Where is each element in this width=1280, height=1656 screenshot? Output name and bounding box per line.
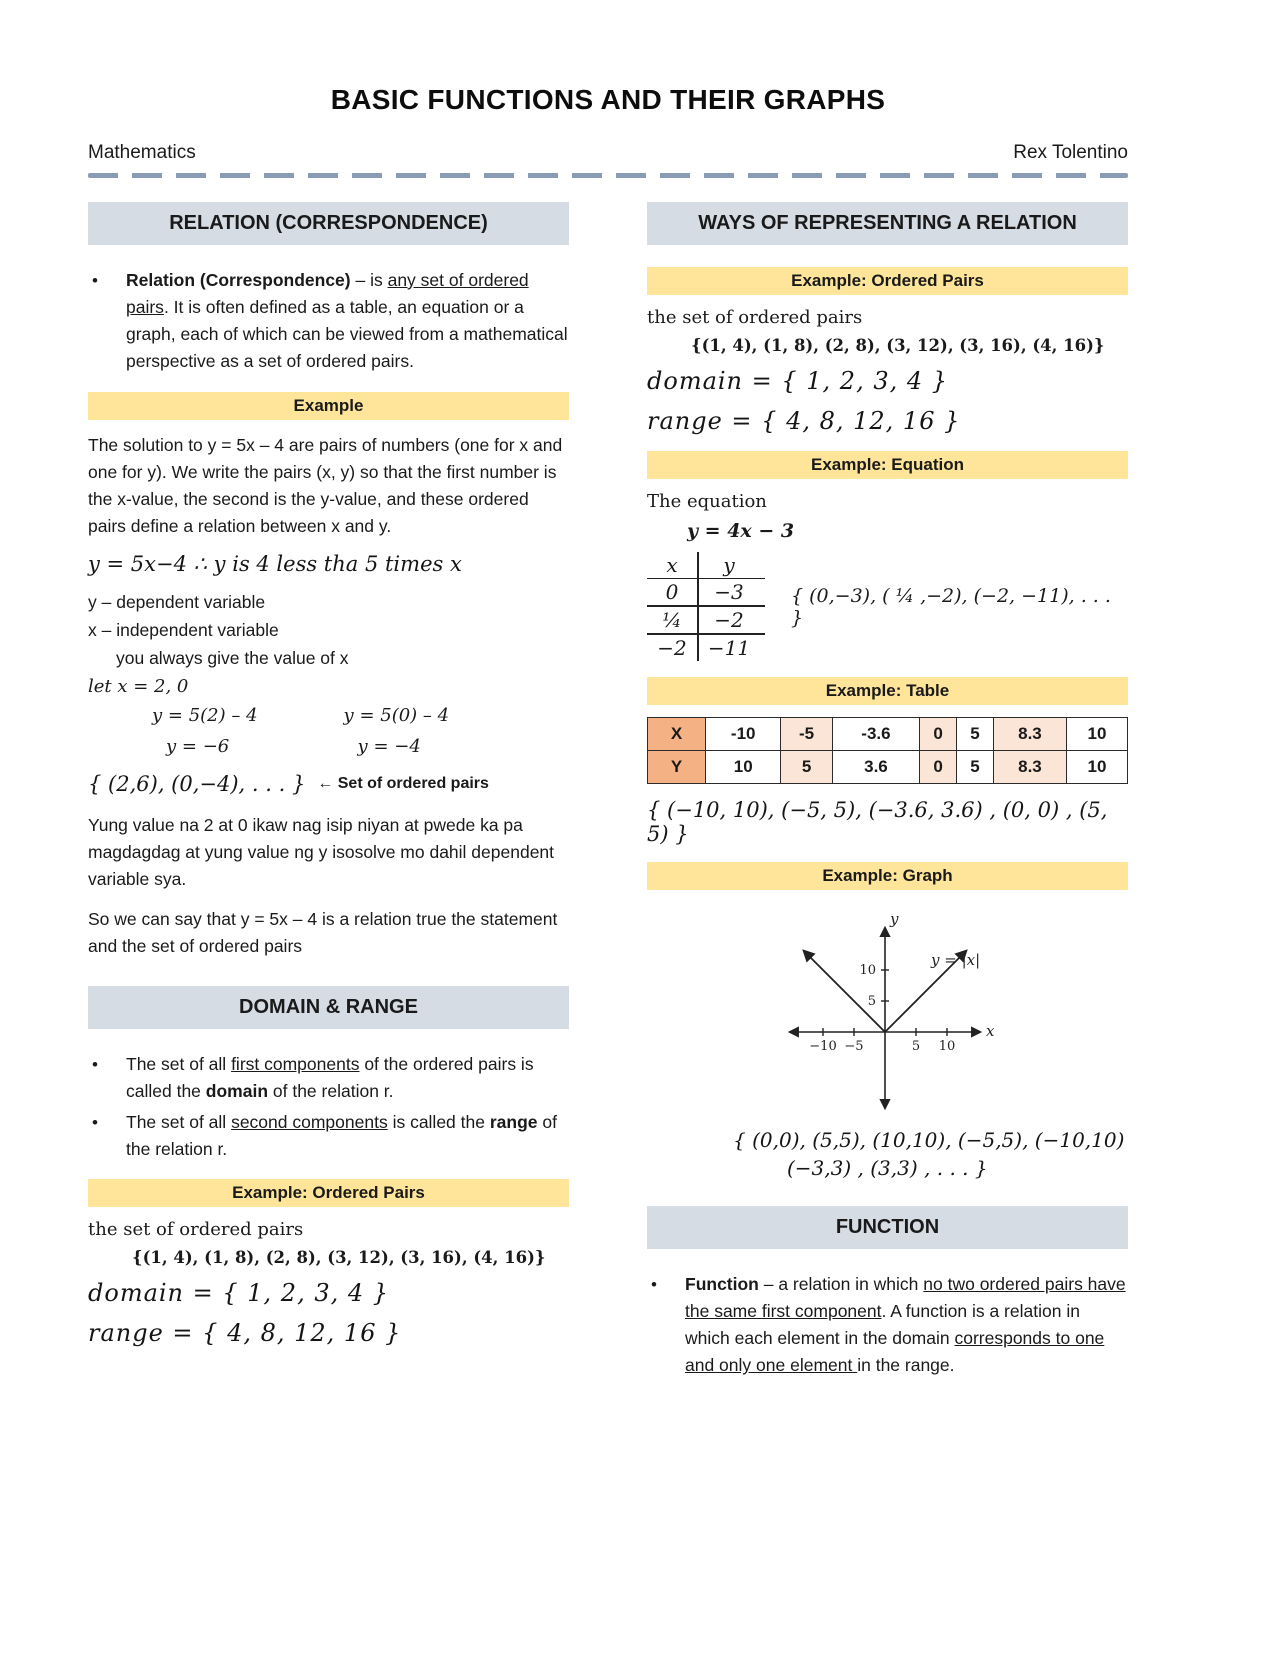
- calc-left-answer: y = −6: [166, 735, 230, 757]
- graph-container: [647, 902, 1128, 1120]
- calc-x-equals-0: [344, 701, 450, 762]
- handwritten-graph-set-line2: (−3,3) , (3,3) , . . . }: [787, 1156, 988, 1180]
- xy-header-row: [647, 552, 765, 578]
- table-cell: 5: [957, 718, 994, 751]
- table-cell: 10: [1066, 718, 1127, 751]
- xy-row3-y: −11: [707, 636, 751, 660]
- calc-right-answer: y = −4: [357, 735, 421, 757]
- table-cell: 5: [957, 751, 994, 784]
- absolute-value-graph: [728, 902, 1048, 1120]
- table-cell: 3.6: [832, 751, 919, 784]
- set-intro-left: the set of ordered pairs: [88, 1219, 304, 1241]
- handwritten-equation-set: { (0,−3), ( ¼ ,−2), (−2, −11), . . . }: [791, 584, 1111, 629]
- substitution-calculations: [88, 701, 569, 762]
- ordered-pairs-set-row: [88, 772, 569, 796]
- set-intro-right: the set of ordered pairs: [647, 307, 863, 328]
- function-term: Function: [685, 1274, 759, 1294]
- section-heading-relation: RELATION (CORRESPONDENCE): [88, 202, 569, 245]
- example-ordered-pairs-heading-right: Example: Ordered Pairs: [647, 267, 1128, 295]
- xy-row-1: [647, 578, 765, 607]
- right-column: [647, 202, 1128, 1396]
- handwritten-graph-set-line1: { (0,0), (5,5), (10,10), (−5,5), (−10,10): [733, 1128, 1125, 1152]
- document-meta: [88, 142, 1128, 173]
- domain-definition-bullet: [88, 1051, 569, 1105]
- section-heading-domain-range: DOMAIN & RANGE: [88, 986, 569, 1029]
- relation-underlined: any set of ordered pairs: [126, 270, 529, 318]
- xy-row2-y: −2: [714, 608, 744, 632]
- example-heading: Example: [88, 392, 569, 420]
- handwritten-domain-left: domain = { 1, 2, 3, 4 }: [88, 1279, 390, 1308]
- y-axis-label: y: [889, 910, 898, 928]
- example-paragraph: The solution to y = 5x – 4 are pairs of numbers (one for x and one for y). We write the pairs (x, y) so that the first number is the x-value, the second is the y-value, and these ordered pairs define a relation between x and y.: [88, 434, 563, 536]
- xy-row1-x: 0: [647, 579, 699, 605]
- handwritten-ordered-pairs-set: { (2,6), (0,−4), . . . }: [88, 772, 306, 797]
- xy-header-x: x: [647, 552, 699, 578]
- x-tick-label: −10: [808, 1039, 837, 1054]
- equation-text: y = 4x − 3: [687, 520, 795, 542]
- calc-x-equals-2: [152, 701, 258, 762]
- xy-row-3: [647, 635, 765, 661]
- y-tick-label: 5: [867, 994, 876, 1009]
- domain-text-2: of the ordered pairs is called the: [126, 1053, 534, 1101]
- example-ordered-pairs-heading-left: Example: Ordered Pairs: [88, 1179, 569, 1207]
- xy-row-2: [647, 607, 765, 635]
- author-label: Rex Tolentino: [1013, 142, 1128, 163]
- calc-right-top: y = 5(0) – 4: [343, 705, 450, 726]
- table-x-row: [648, 718, 1128, 751]
- range-definition-text: [126, 1109, 569, 1163]
- section-heading-ways: WAYS OF REPRESENTING A RELATION: [647, 202, 1128, 245]
- function-underlined-2: corresponds to one and only one element: [685, 1328, 1105, 1376]
- range-underlined: second components: [231, 1112, 388, 1133]
- domain-text-3: of the relation r.: [268, 1080, 394, 1101]
- section-heading-function: FUNCTION: [647, 1206, 1128, 1249]
- table-cell: 10: [706, 751, 781, 784]
- table-cell: -5: [781, 718, 832, 751]
- range-term: range: [489, 1112, 538, 1133]
- function-text-2: . A function is a relation in which each element in the domain: [685, 1301, 1080, 1349]
- independent-variable-line: x – independent variable: [88, 620, 279, 640]
- function-definition-text: [685, 1271, 1128, 1380]
- range-text-2: is called the: [387, 1112, 490, 1133]
- calc-left-top: y = 5(2) – 4: [152, 705, 258, 726]
- range-text-1: The set of all: [126, 1112, 232, 1133]
- xy-row1-y: −3: [714, 580, 744, 604]
- x-axis-label: x: [985, 1022, 994, 1040]
- table-cell: 5: [781, 751, 832, 784]
- handwritten-xy-block: [647, 552, 1128, 661]
- domain-term: domain: [205, 1080, 269, 1101]
- relation-definition-text: [126, 267, 569, 376]
- example-equation-heading: Example: Equation: [647, 451, 1128, 479]
- ordered-pairs-set-right: {(1, 4), (1, 8), (2, 8), (3, 12), (3, 16), (4, 16)}: [691, 336, 1105, 355]
- left-column: [88, 202, 569, 1396]
- table-y-row: [648, 751, 1128, 784]
- table-cell: 10: [1066, 751, 1127, 784]
- curve-label: y = |x|: [930, 951, 980, 969]
- handwritten-xy-table: [647, 552, 765, 661]
- xy-row2-x: ¼: [647, 607, 699, 633]
- domain-definition-text: [126, 1051, 569, 1105]
- function-text-3: in the range.: [857, 1355, 955, 1376]
- xy-row3-x: −2: [647, 635, 699, 661]
- range-text-3: of the relation r.: [126, 1112, 557, 1160]
- relation-text-1: – is: [350, 270, 388, 290]
- table-y-label: Y: [648, 751, 706, 784]
- y-tick-label: 10: [858, 963, 876, 978]
- relation-text-2: . It is often defined as a table, an equation or a graph, each of which can be viewed from a mathematical perspective as a set of ordered pairs.: [126, 297, 568, 372]
- example-graph-heading: Example: Graph: [647, 862, 1128, 890]
- value-of-x-line: you always give the value of x: [116, 648, 349, 668]
- example-table-heading: Example: Table: [647, 677, 1128, 705]
- x-tick-label: 10: [938, 1039, 955, 1054]
- page-title: BASIC FUNCTIONS AND THEIR GRAPHS: [330, 84, 886, 115]
- subject-label: Mathematics: [88, 142, 196, 163]
- dashed-divider: [88, 173, 1128, 178]
- range-definition-bullet: [88, 1109, 569, 1163]
- handwritten-range-left: range = { 4, 8, 12, 16 }: [88, 1319, 402, 1348]
- two-column-layout: [88, 202, 1128, 1396]
- x-tick-label: −5: [843, 1039, 864, 1054]
- table-cell: -3.6: [832, 718, 919, 751]
- relation-definition-bullet: [88, 267, 569, 376]
- domain-text-1: The set of all: [126, 1053, 232, 1074]
- function-underlined-1: no two ordered pairs have the same first component: [685, 1274, 1126, 1322]
- table-cell: 0: [920, 718, 957, 751]
- document-page: [88, 0, 1128, 1396]
- handwritten-domain-right: domain = { 1, 2, 3, 4 }: [647, 367, 949, 395]
- relation-term: Relation (Correspondence): [126, 270, 351, 290]
- table-x-label: X: [648, 718, 706, 751]
- let-x-line: let x = 2, 0: [88, 676, 189, 697]
- tagalog-note-paragraph: Yung value na 2 at 0 ikaw nag isip niyan at pwede ka pa magdagdag at yung value ng y isosolve mo dahil dependent variable sya.: [88, 815, 555, 890]
- table-cell: -10: [706, 718, 781, 751]
- table-cell: 8.3: [993, 718, 1066, 751]
- x-tick-label: 5: [911, 1039, 920, 1054]
- function-text-1: – a relation in which: [758, 1274, 924, 1294]
- table-cell: 8.3: [993, 751, 1066, 784]
- xy-header-y: y: [723, 553, 735, 577]
- ordered-pairs-set-left: {(1, 4), (1, 8), (2, 8), (3, 12), (3, 16), (4, 16)}: [132, 1248, 546, 1268]
- handwritten-table-set: { (−10, 10), (−5, 5), (−3.6, 3.6) , (0, 0) , (5, 5) }: [647, 798, 1108, 846]
- equation-intro: The equation: [647, 491, 767, 512]
- set-of-ordered-pairs-caption: ← Set of ordered pairs: [317, 775, 489, 793]
- conclusion-paragraph: So we can say that y = 5x – 4 is a relation true the statement and the set of ordered pairs: [88, 908, 558, 956]
- dependent-variable-line: y – dependent variable: [88, 592, 266, 612]
- domain-underlined: first components: [231, 1053, 360, 1074]
- handwritten-range-right: range = { 4, 8, 12, 16 }: [647, 407, 961, 435]
- table-cell: 0: [920, 751, 957, 784]
- function-definition-bullet: [647, 1271, 1128, 1380]
- handwritten-equation: y = 5x−4 ∴ y is 4 less tha 5 times x: [88, 552, 462, 576]
- values-table: [647, 717, 1128, 784]
